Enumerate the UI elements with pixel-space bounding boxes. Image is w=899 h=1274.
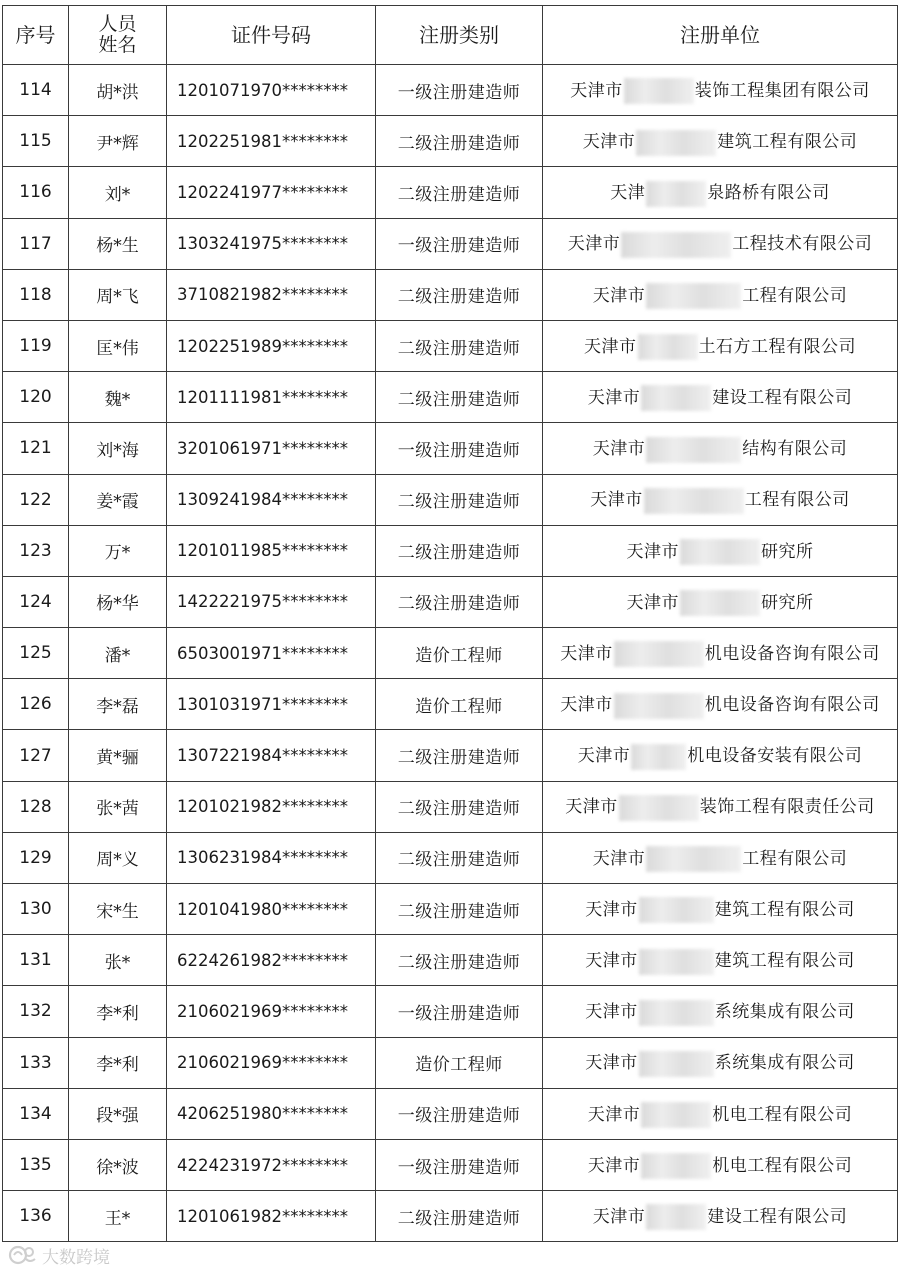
- redaction-blur: [614, 641, 704, 667]
- cell-name: 李*利: [69, 986, 167, 1037]
- table-row: [3, 1088, 898, 1139]
- cell-name: 万*: [69, 525, 167, 576]
- cell-name: 尹*辉: [69, 116, 167, 167]
- cell-seq: 130: [3, 884, 69, 935]
- cell-seq: 131: [3, 935, 69, 986]
- cell-id: 1201011985********: [167, 525, 376, 576]
- cell-id: 6503001971********: [167, 628, 376, 679]
- cell-seq: 124: [3, 576, 69, 627]
- unit-suffix: 建设工程有限公司: [712, 387, 853, 408]
- cell-name: 魏*: [69, 372, 167, 423]
- cell-seq: 117: [3, 218, 69, 269]
- redaction-blur: [644, 488, 744, 514]
- redaction-blur: [631, 744, 686, 770]
- unit-suffix: 系统集成有限公司: [714, 1002, 855, 1023]
- cell-seq: 118: [3, 269, 69, 320]
- cell-type: 一级注册建造师: [376, 986, 543, 1037]
- cell-unit: [543, 628, 898, 679]
- cell-seq: 114: [3, 65, 69, 116]
- cell-name: 李*利: [69, 1037, 167, 1088]
- header-seq: 序号: [3, 6, 69, 65]
- table-row: [3, 65, 898, 116]
- cell-type: 造价工程师: [376, 628, 543, 679]
- cell-type: 二级注册建造师: [376, 576, 543, 627]
- cell-seq: 135: [3, 1139, 69, 1190]
- redaction-blur: [646, 283, 741, 309]
- header-type: 注册类别: [376, 6, 543, 65]
- cell-id: 1307221984********: [167, 730, 376, 781]
- unit-prefix: 天津市: [587, 1104, 641, 1125]
- unit-suffix: 工程有限公司: [742, 285, 848, 306]
- cell-id: 1303241975********: [167, 218, 376, 269]
- cell-id: 1201041980********: [167, 884, 376, 935]
- redaction-blur: [646, 846, 741, 872]
- cell-name: 胡*洪: [69, 65, 167, 116]
- cell-type: 二级注册建造师: [376, 1191, 543, 1242]
- unit-suffix: 机电设备咨询有限公司: [704, 643, 880, 664]
- unit-suffix: 机电设备咨询有限公司: [704, 695, 880, 716]
- unit-prefix: 天津: [610, 183, 646, 204]
- redaction-blur: [624, 78, 694, 104]
- cell-unit: [543, 1139, 898, 1190]
- cell-type: 二级注册建造师: [376, 884, 543, 935]
- cell-id: 1422221975********: [167, 576, 376, 627]
- unit-suffix: 机电工程有限公司: [712, 1155, 853, 1176]
- table-row: [3, 576, 898, 627]
- cell-unit: [543, 525, 898, 576]
- redaction-blur: [680, 539, 760, 565]
- cell-unit: [543, 167, 898, 218]
- header-name-line2: 姓名: [98, 34, 137, 56]
- unit-prefix: 天津市: [565, 797, 618, 818]
- unit-suffix: 研究所: [761, 592, 814, 613]
- cell-id: 6224261982********: [167, 935, 376, 986]
- cell-type: 二级注册建造师: [376, 474, 543, 525]
- redaction-blur: [646, 181, 706, 207]
- unit-suffix: 机电工程有限公司: [712, 1104, 853, 1125]
- cell-unit: [543, 1088, 898, 1139]
- unit-suffix: 建设工程有限公司: [707, 1206, 848, 1227]
- table-row: [3, 269, 898, 320]
- table-row: [3, 832, 898, 883]
- cell-seq: 120: [3, 372, 69, 423]
- table-row: [3, 1191, 898, 1242]
- redaction-blur: [646, 1204, 706, 1230]
- cell-type: 一级注册建造师: [376, 423, 543, 474]
- cell-name: 潘*: [69, 628, 167, 679]
- cell-seq: 127: [3, 730, 69, 781]
- unit-prefix: 天津市: [590, 490, 643, 511]
- cell-unit: [543, 730, 898, 781]
- cell-seq: 128: [3, 781, 69, 832]
- cell-id: 1202251989********: [167, 320, 376, 371]
- cell-name: 匡*伟: [69, 320, 167, 371]
- redaction-blur: [680, 590, 760, 616]
- cell-seq: 129: [3, 832, 69, 883]
- unit-prefix: 天津市: [567, 234, 621, 255]
- cell-id: 2106021969********: [167, 986, 376, 1037]
- table-body: [3, 65, 898, 1242]
- cell-name: 杨*华: [69, 576, 167, 627]
- table-row: [3, 884, 898, 935]
- cell-type: 一级注册建造师: [376, 1139, 543, 1190]
- cell-unit: [543, 65, 898, 116]
- cell-name: 李*磊: [69, 679, 167, 730]
- unit-suffix: 结构有限公司: [742, 439, 848, 460]
- cell-seq: 125: [3, 628, 69, 679]
- redaction-blur: [639, 897, 714, 923]
- unit-prefix: 天津市: [592, 848, 646, 869]
- cell-id: 1306231984********: [167, 832, 376, 883]
- cell-type: 二级注册建造师: [376, 525, 543, 576]
- cell-seq: 116: [3, 167, 69, 218]
- cell-unit: [543, 986, 898, 1037]
- table-row: [3, 525, 898, 576]
- redaction-blur: [638, 334, 698, 360]
- unit-prefix: 天津市: [584, 336, 637, 357]
- redaction-blur: [639, 949, 714, 975]
- cell-unit: [543, 474, 898, 525]
- cell-seq: 133: [3, 1037, 69, 1088]
- cell-seq: 132: [3, 986, 69, 1037]
- cell-name: 周*义: [69, 832, 167, 883]
- unit-suffix: 装饰工程有限责任公司: [699, 797, 875, 818]
- redaction-blur: [646, 437, 741, 463]
- header-unit: 注册单位: [543, 6, 898, 65]
- cell-name: 周*飞: [69, 269, 167, 320]
- watermark: [8, 1242, 110, 1268]
- cell-name: 刘*: [69, 167, 167, 218]
- cell-seq: 115: [3, 116, 69, 167]
- table-row: [3, 730, 898, 781]
- cell-name: 段*强: [69, 1088, 167, 1139]
- cell-unit: [543, 116, 898, 167]
- cell-type: 一级注册建造师: [376, 1088, 543, 1139]
- table-row: [3, 935, 898, 986]
- table-row: [3, 1037, 898, 1088]
- cell-seq: 122: [3, 474, 69, 525]
- redaction-blur: [641, 1153, 711, 1179]
- cell-unit: [543, 884, 898, 935]
- unit-suffix: 土石方工程有限公司: [698, 336, 856, 357]
- cell-type: 二级注册建造师: [376, 269, 543, 320]
- unit-prefix: 天津市: [592, 439, 646, 460]
- unit-suffix: 建筑工程有限公司: [717, 132, 858, 153]
- table-row: [3, 781, 898, 832]
- unit-suffix: 装饰工程集团有限公司: [694, 80, 870, 101]
- cell-id: 1202241977********: [167, 167, 376, 218]
- cell-name: 姜*霞: [69, 474, 167, 525]
- unit-suffix: 建筑工程有限公司: [714, 951, 855, 972]
- cell-type: 造价工程师: [376, 679, 543, 730]
- cell-id: 1201061982********: [167, 1191, 376, 1242]
- cell-type: 二级注册建造师: [376, 372, 543, 423]
- cell-unit: [543, 269, 898, 320]
- cell-seq: 121: [3, 423, 69, 474]
- cell-type: 二级注册建造师: [376, 116, 543, 167]
- table-row: [3, 372, 898, 423]
- unit-prefix: 天津市: [592, 285, 646, 306]
- redaction-blur: [641, 1102, 711, 1128]
- table-row: [3, 167, 898, 218]
- unit-prefix: 天津市: [560, 643, 613, 664]
- cell-unit: [543, 576, 898, 627]
- cell-type: 造价工程师: [376, 1037, 543, 1088]
- cell-type: 二级注册建造师: [376, 730, 543, 781]
- redaction-blur: [619, 795, 699, 821]
- cell-type: 一级注册建造师: [376, 218, 543, 269]
- unit-suffix: 机电设备安装有限公司: [687, 746, 863, 767]
- cell-id: 1201111981********: [167, 372, 376, 423]
- cell-type: 二级注册建造师: [376, 832, 543, 883]
- unit-prefix: 天津市: [626, 592, 679, 613]
- table-row: [3, 1139, 898, 1190]
- cell-seq: 134: [3, 1088, 69, 1139]
- cell-unit: [543, 1037, 898, 1088]
- cell-seq: 119: [3, 320, 69, 371]
- unit-prefix: 天津市: [570, 80, 623, 101]
- redaction-blur: [639, 1051, 714, 1077]
- unit-prefix: 天津市: [587, 1155, 641, 1176]
- cell-unit: [543, 935, 898, 986]
- cell-seq: 126: [3, 679, 69, 730]
- table-row: [3, 218, 898, 269]
- cell-unit: [543, 423, 898, 474]
- table-row: [3, 628, 898, 679]
- table-header-row: [3, 6, 898, 65]
- table-row: [3, 423, 898, 474]
- cell-unit: [543, 218, 898, 269]
- cell-id: 3710821982********: [167, 269, 376, 320]
- cell-name: 宋*生: [69, 884, 167, 935]
- table-row: [3, 320, 898, 371]
- cell-unit: [543, 320, 898, 371]
- cell-name: 黄*骊: [69, 730, 167, 781]
- cell-type: 二级注册建造师: [376, 781, 543, 832]
- unit-prefix: 天津市: [585, 951, 638, 972]
- redaction-blur: [639, 1000, 714, 1026]
- cell-id: 1201021982********: [167, 781, 376, 832]
- watermark-text: 大数跨境: [42, 1247, 110, 1268]
- unit-prefix: 天津市: [587, 387, 641, 408]
- cell-id: 1309241984********: [167, 474, 376, 525]
- unit-suffix: 系统集成有限公司: [714, 1053, 855, 1074]
- cell-unit: [543, 781, 898, 832]
- cell-id: 1301031971********: [167, 679, 376, 730]
- cell-id: 1202251981********: [167, 116, 376, 167]
- unit-prefix: 天津市: [560, 695, 613, 716]
- cell-name: 张*: [69, 935, 167, 986]
- redaction-blur: [641, 385, 711, 411]
- cell-seq: 136: [3, 1191, 69, 1242]
- unit-prefix: 天津市: [626, 541, 679, 562]
- cell-id: 2106021969********: [167, 1037, 376, 1088]
- cell-name: 王*: [69, 1191, 167, 1242]
- cell-type: 二级注册建造师: [376, 320, 543, 371]
- cell-name: 徐*波: [69, 1139, 167, 1190]
- cell-unit: [543, 372, 898, 423]
- unit-prefix: 天津市: [592, 1206, 646, 1227]
- cell-unit: [543, 679, 898, 730]
- cell-name: 杨*生: [69, 218, 167, 269]
- personnel-table: [2, 5, 898, 1242]
- unit-prefix: 天津市: [582, 132, 636, 153]
- unit-suffix: 研究所: [761, 541, 814, 562]
- cell-name: 张*茜: [69, 781, 167, 832]
- cell-id: 4224231972********: [167, 1139, 376, 1190]
- cell-type: 二级注册建造师: [376, 167, 543, 218]
- table-row: [3, 986, 898, 1037]
- cell-id: 3201061971********: [167, 423, 376, 474]
- unit-prefix: 天津市: [585, 899, 638, 920]
- unit-prefix: 天津市: [585, 1053, 638, 1074]
- header-id: 证件号码: [167, 6, 376, 65]
- cell-id: 4206251980********: [167, 1088, 376, 1139]
- cell-id: 1201071970********: [167, 65, 376, 116]
- cell-unit: [543, 1191, 898, 1242]
- table-row: [3, 474, 898, 525]
- cell-type: 一级注册建造师: [376, 65, 543, 116]
- cell-unit: [543, 832, 898, 883]
- redaction-blur: [621, 232, 731, 258]
- cell-type: 二级注册建造师: [376, 935, 543, 986]
- unit-suffix: 建筑工程有限公司: [714, 899, 855, 920]
- redaction-blur: [636, 130, 716, 156]
- unit-suffix: 工程有限公司: [744, 490, 850, 511]
- brand-logo-icon: [8, 1243, 38, 1267]
- cell-name: 刘*海: [69, 423, 167, 474]
- unit-prefix: 天津市: [585, 1002, 638, 1023]
- unit-suffix: 工程有限公司: [742, 848, 848, 869]
- unit-suffix: 工程技术有限公司: [732, 234, 873, 255]
- unit-prefix: 天津市: [577, 746, 631, 767]
- table-row: [3, 679, 898, 730]
- table-row: [3, 116, 898, 167]
- cell-seq: 123: [3, 525, 69, 576]
- redaction-blur: [614, 693, 704, 719]
- unit-suffix: 泉路桥有限公司: [707, 183, 830, 204]
- header-name: [69, 6, 167, 65]
- header-name-line1: 人员: [98, 13, 137, 35]
